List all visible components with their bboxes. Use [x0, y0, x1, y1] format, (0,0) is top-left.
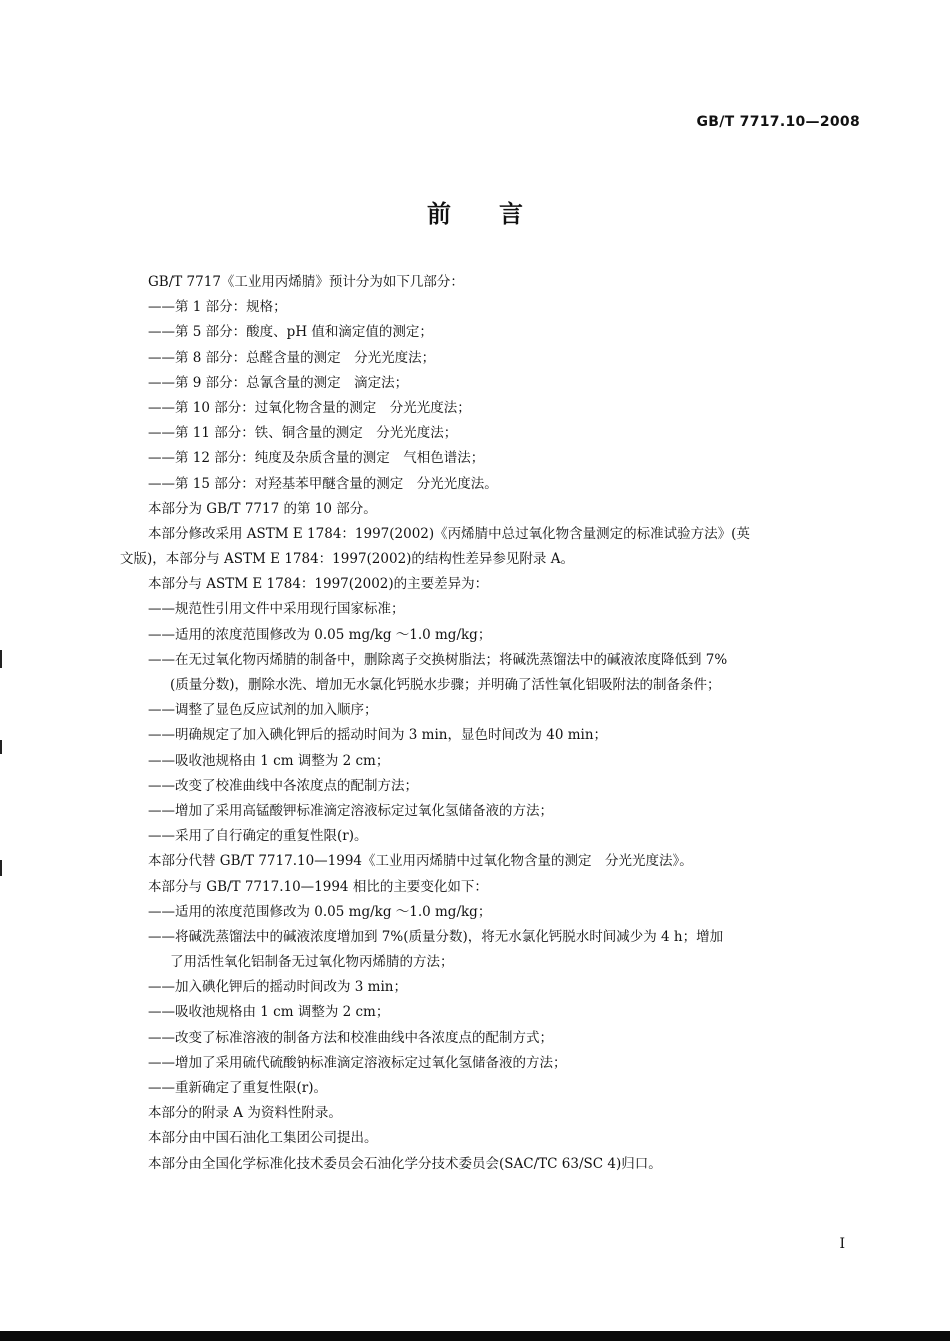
text-line: ——第 1 部分：规格； — [148, 299, 287, 316]
text-line: GB/T 7717《工业用丙烯腈》预计分为如下几部分： — [148, 274, 464, 290]
page-title: 前言 — [427, 200, 571, 228]
text-line: 本部分的附录 A 为资料性附录。 — [148, 1105, 342, 1122]
text-line: 本部分为 GB/T 7717 的第 10 部分。 — [148, 500, 377, 517]
text-line: 本部分修改采用 ASTM E 1784：1997(2002)《丙烯腈中总过氧化物含量测定的标准试验方法》(英 — [148, 525, 750, 542]
text-line: 了用活性氧化铝制备无过氧化物丙烯腈的方法； — [170, 954, 454, 971]
text-line: ——适用的浓度范围修改为 0.05 mg/kg ～1.0 mg/kg； — [148, 903, 492, 920]
text-line: 本部分由中国石油化工集团公司提出。 — [148, 1130, 378, 1147]
text-line: ——调整了显色反应试剂的加入顺序； — [148, 702, 378, 719]
text-line: 本部分由全国化学标准化技术委员会石油化学分技术委员会(SAC/TC 63/SC 4)归口。 — [148, 1155, 662, 1172]
text-line: 本部分代替 GB/T 7717.10—1994《工业用丙烯腈中过氧化物含量的测定 分光光度法》。 — [148, 853, 693, 870]
text-line: ——第 9 部分：总氰含量的测定 滴定法； — [148, 374, 409, 391]
text-line: ——吸收池规格由 1 cm 调整为 2 cm； — [148, 1004, 390, 1021]
text-line: ——规范性引用文件中采用现行国家标准； — [148, 601, 405, 618]
foreword-body — [120, 270, 860, 1177]
text-line: ——改变了标准溶液的制备方法和校准曲线中各浓度点的配制方式； — [148, 1029, 553, 1046]
text-line: ——第 8 部分：总醛含量的测定 分光光度法； — [148, 349, 436, 366]
text-line: ——第 12 部分：纯度及杂质含量的测定 气相色谱法； — [148, 450, 485, 467]
text-line: ——采用了自行确定的重复性限(r)。 — [148, 828, 368, 845]
scan-margin-mark — [0, 650, 2, 668]
text-line: ——第 10 部分：过氧化物含量的测定 分光光度法； — [148, 399, 471, 416]
text-line: ——重新确定了重复性限(r)。 — [148, 1080, 327, 1096]
text-line: ——改变了校准曲线中各浓度点的配制方法； — [148, 777, 418, 794]
text-line: ——第 15 部分：对羟基苯甲醚含量的测定 分光光度法。 — [148, 475, 498, 492]
text-line: 文版)，本部分与 ASTM E 1784：1997(2002)的结构性差异参见附录 A。 — [120, 551, 574, 568]
text-line: ——第 11 部分：铁、铜含量的测定 分光光度法； — [148, 425, 458, 442]
text-line: ——加入碘化钾后的摇动时间改为 3 min； — [148, 979, 407, 996]
scan-edge-bar — [0, 1331, 950, 1341]
text-line: 本部分与 ASTM E 1784：1997(2002)的主要差异为： — [148, 576, 489, 593]
text-line: ——明确规定了加入碘化钾后的摇动时间为 3 min，显色时间改为 40 min； — [148, 727, 608, 744]
text-line: ——增加了采用高锰酸钾标准滴定溶液标定过氧化氢储备液的方法； — [148, 802, 553, 819]
standard-number: GB/T 7717.10—2008 — [696, 114, 860, 130]
text-line: (质量分数)，删除水洗、增加无水氯化钙脱水步骤；并明确了活性氧化铝吸附法的制备条件； — [170, 677, 721, 693]
scan-margin-mark — [0, 740, 2, 754]
text-line: ——第 5 部分：酸度、pH 值和滴定值的测定； — [148, 324, 433, 341]
page-number: I — [839, 1236, 845, 1252]
scan-margin-mark — [0, 860, 2, 876]
text-line: 本部分与 GB/T 7717.10—1994 相比的主要变化如下： — [148, 878, 488, 895]
text-line: ——在无过氧化物丙烯腈的制备中，删除离子交换树脂法；将碱洗蒸馏法中的碱液浓度降低到 7% — [148, 651, 728, 668]
text-line: ——吸收池规格由 1 cm 调整为 2 cm； — [148, 752, 390, 769]
text-line: ——适用的浓度范围修改为 0.05 mg/kg ～1.0 mg/kg； — [148, 626, 492, 643]
text-line: ——增加了采用硫代硫酸钠标准滴定溶液标定过氧化氢储备液的方法； — [148, 1054, 567, 1071]
text-line: ——将碱洗蒸馏法中的碱液浓度增加到 7%(质量分数)，将无水氯化钙脱水时间减少为 4 h；增加 — [148, 928, 724, 945]
